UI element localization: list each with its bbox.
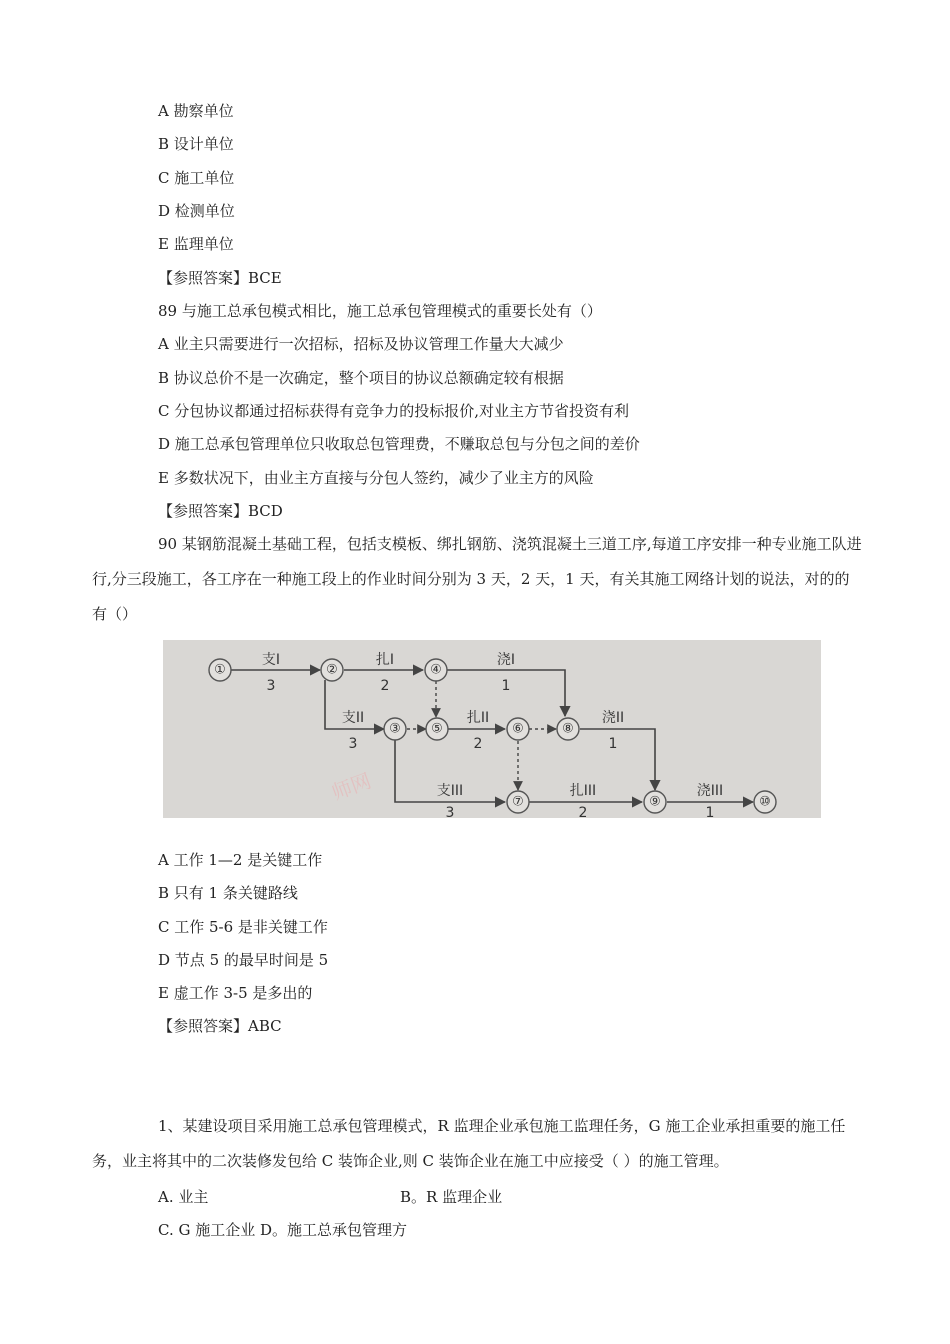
q90-stem: 90 某钢筋混凝土基础工程，包括支模板、绑扎钢筋、浇筑混凝土三道工序,每道工序安排一种专业施工队进行,分三段施工，各工序在一种施工段上的作业时间分别为 3 天，2 天，1 天，有关其施工网络计划的说法，对的的有（）	[92, 535, 862, 623]
q1-stem: 1、某建设项目采用施工总承包管理模式，R 监理企业承包施工监理任务，G 施工企业承担重要的施工任务，业主将其中的二次装修发包给 C 装饰企业,则 C 装饰企业在施工中应接受（ ）的施工管理。	[92, 1117, 846, 1170]
svg-text:⑩: ⑩	[759, 794, 771, 810]
node-4	[425, 659, 447, 681]
activity-name-8-9: 浇II	[601, 710, 625, 726]
activity-name-2-3: 支II	[341, 710, 365, 726]
activity-duration-9-10: 1	[705, 805, 715, 818]
q88-option-b: B 设计单位	[158, 135, 234, 153]
q89-option-a: A 业主只需要进行一次招标，招标及协议管理工作量大大减少	[158, 335, 564, 353]
svg-text:⑥: ⑥	[512, 721, 524, 737]
activity-name-9-10: 浇III	[696, 783, 724, 799]
q1-option-cd: C. G 施工企业 D。施工总承包管理方	[158, 1221, 408, 1239]
q88-option-d: D 检测单位	[158, 202, 235, 220]
svg-text:④: ④	[430, 662, 442, 678]
q90-option-e: E 虚工作 3-5 是多出的	[158, 984, 313, 1002]
node-9	[644, 791, 666, 813]
node-3	[384, 718, 406, 740]
activity-duration-4-8: 1	[501, 678, 511, 694]
node-6	[507, 718, 529, 740]
q1-option-b: B。R 监理企业	[400, 1188, 503, 1206]
q90-answer: 【参照答案】ABC	[158, 1017, 282, 1035]
svg-text:⑧: ⑧	[562, 721, 574, 737]
svg-text:①: ①	[214, 662, 226, 678]
node-1	[209, 659, 231, 681]
activity-name-7-9: 扎III	[569, 783, 597, 799]
activity-duration-3-7: 3	[445, 805, 455, 818]
activity-duration-5-6: 2	[473, 736, 483, 752]
svg-text:⑦: ⑦	[512, 794, 524, 810]
q89-option-d: D 施工总承包管理单位只收取总包管理费，不赚取总包与分包之间的差价	[158, 435, 640, 453]
watermark-text: 师网	[328, 768, 375, 805]
activity-duration-2-4: 2	[380, 678, 390, 694]
activity-name-1-2: 支I	[261, 652, 281, 668]
svg-text:⑨: ⑨	[649, 794, 661, 810]
activity-duration-7-9: 2	[578, 805, 588, 818]
activity-duration-1-2: 3	[266, 678, 276, 694]
q89-option-b: B 协议总价不是一次确定，整个项目的协议总额确定较有根据	[158, 369, 564, 387]
q89-answer: 【参照答案】BCD	[158, 502, 283, 520]
q89-option-e: E 多数状况下，由业主方直接与分包人签约，减少了业主方的风险	[158, 469, 594, 487]
q90-option-a: A 工作 1—2 是关键工作	[158, 851, 323, 869]
svg-text:②: ②	[326, 662, 338, 678]
activity-name-5-6: 扎II	[466, 710, 490, 726]
q1-option-a: A. 业主	[158, 1188, 209, 1206]
q88-option-a: A 勘察单位	[158, 102, 234, 120]
q89-option-c: C 分包协议都通过招标获得有竞争力的投标报价,对业主方节省投资有利	[158, 402, 630, 420]
node-10	[754, 791, 776, 813]
node-8	[557, 718, 579, 740]
q89-stem: 89 与施工总承包模式相比，施工总承包管理模式的重要长处有（）	[158, 302, 602, 320]
q90-option-d: D 节点 5 的最早时间是 5	[158, 951, 329, 969]
q88-option-c: C 施工单位	[158, 169, 235, 187]
node-7	[507, 791, 529, 813]
edge-8-9	[580, 729, 655, 790]
svg-text:⑤: ⑤	[431, 721, 443, 737]
network-diagram	[163, 640, 821, 818]
q88-answer: 【参照答案】BCE	[158, 269, 282, 287]
node-2	[321, 659, 343, 681]
q90-option-c: C 工作 5-6 是非关键工作	[158, 918, 328, 936]
q90-option-b: B 只有 1 条关键路线	[158, 884, 298, 902]
activity-duration-8-9: 1	[608, 736, 618, 752]
activity-duration-2-3: 3	[348, 736, 358, 752]
activity-name-3-7: 支III	[436, 783, 464, 799]
node-5	[426, 718, 448, 740]
svg-text:③: ③	[389, 721, 401, 737]
activity-name-2-4: 扎I	[375, 652, 395, 668]
q88-option-e: E 监理单位	[158, 235, 234, 253]
activity-name-4-8: 浇I	[496, 652, 516, 668]
